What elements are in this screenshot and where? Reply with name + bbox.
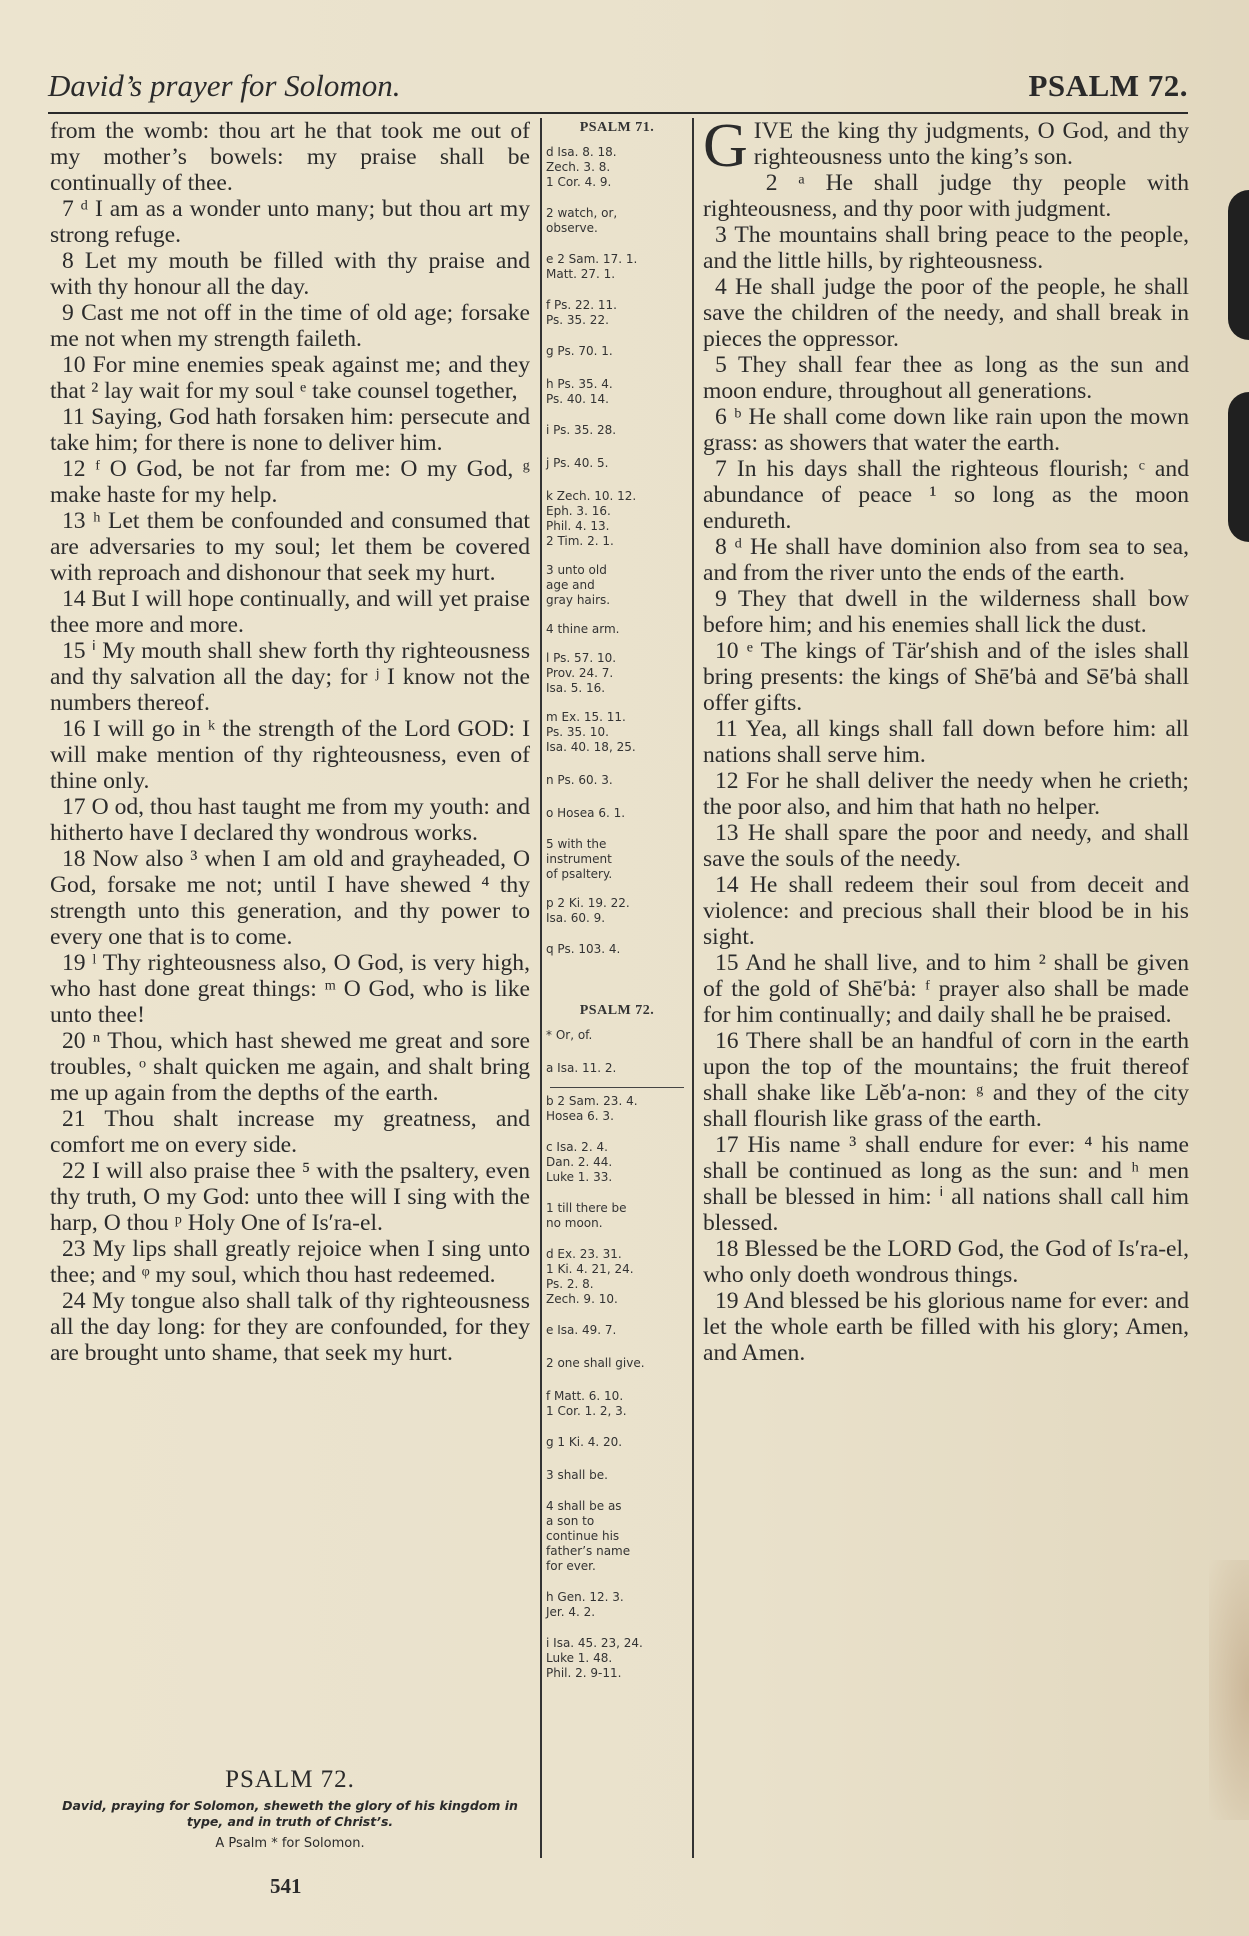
verse: 11 Saying, God hath forsaken him: persecute and take him; for there is none to deliver him.: [50, 404, 530, 456]
ref-item: m Ex. 15. 11. Ps. 35. 10. Isa. 40. 18, 25.: [546, 710, 636, 754]
ref-item: e Isa. 49. 7.: [546, 1323, 617, 1337]
ref-item: j Ps. 40. 5.: [546, 456, 609, 470]
verse: 8 Let my mouth be filled with thy praise and with thy honour all the day.: [50, 248, 530, 300]
cross-references: [546, 120, 688, 1681]
verse: 13 ʰ Let them be confounded and consumed that are adversaries to my soul; let them be covered with reproach and dishonour that seek my hurt.: [50, 508, 530, 586]
ref-item: h Ps. 35. 4. Ps. 40. 14.: [546, 377, 613, 406]
ref-item: 4 shall be as a son to continue his father’s name for ever.: [546, 1499, 631, 1573]
verse: 12 ᶠ O God, be not far from me: O my God, ᵍ make haste for my help.: [50, 456, 530, 508]
ref-item: o Hosea 6. 1.: [546, 806, 626, 820]
verse: 20 ⁿ Thou, which hast shewed me great and sore troubles, ᵒ shalt quicken me again, and shalt bring me up again from the depths of the earth.: [50, 1028, 530, 1106]
ref-item: q Ps. 103. 4.: [546, 942, 621, 956]
verse: 5 They shall fear thee as long as the sun and moon endure, throughout all generations.: [703, 352, 1189, 404]
ref-item: 3 shall be.: [546, 1468, 608, 1482]
ref-item: i Isa. 45. 23, 24. Luke 1. 48. Phil. 2. 9-11.: [546, 1636, 643, 1680]
column-divider: [692, 118, 694, 1858]
ref-item: p 2 Ki. 19. 22. Isa. 60. 9.: [546, 896, 630, 925]
ref-item: b 2 Sam. 23. 4. Hosea 6. 3.: [546, 1094, 638, 1123]
verse: 13 He shall spare the poor and needy, and shall save the souls of the needy.: [703, 820, 1189, 872]
ref-item: 3 unto old age and gray hairs.: [546, 563, 611, 607]
drop-cap: G: [703, 112, 748, 180]
ref-item: l Ps. 57. 10. Prov. 24. 7. Isa. 5. 16.: [546, 651, 617, 695]
ref-item: g Ps. 70. 1.: [546, 344, 613, 358]
verse: 6 ᵇ He shall come down like rain upon the mown grass: as showers that water the earth.: [703, 404, 1189, 456]
ref-item: a Isa. 11. 2.: [546, 1061, 617, 1075]
ref-item: n Ps. 60. 3.: [546, 773, 613, 787]
psalm72-heading: [50, 1766, 530, 1851]
verse: 24 My tongue also shall talk of thy righteousness all the day long: for they are confounded, for they are brought unto shame, that seek my hurt.: [50, 1288, 530, 1366]
ref-item: i Ps. 35. 28.: [546, 423, 617, 437]
psalm-heading-title: PSALM 72.: [225, 1766, 355, 1793]
verse: 17 His name ³ shall endure for ever: ⁴ his name shall be continued as long as the sun: and ʰ men shall be blessed in him: ⁱ all nations shall call him blessed.: [703, 1132, 1189, 1236]
thumb-index-tab: [1228, 190, 1249, 340]
header-rule: [48, 112, 1188, 114]
chapter-title: PSALM 72.: [1028, 68, 1188, 103]
verse: 19 And blessed be his glorious name for ever: and let the whole earth be filled with his glory; Amen, and Amen.: [703, 1288, 1189, 1366]
ref-heading: PSALM 72.: [579, 1003, 655, 1018]
verse: 4 He shall judge the poor of the people, he shall save the children of the needy, and shall break in pieces the oppressor.: [703, 274, 1189, 352]
verse: 14 But I will hope continually, and will yet praise thee more and more.: [50, 586, 530, 638]
verse: 21 Thou shalt increase my greatness, and comfort me on every side.: [50, 1106, 530, 1158]
ref-item: g 1 Ki. 4. 20.: [546, 1435, 623, 1449]
verse: 15 ⁱ My mouth shall shew forth thy righteousness and thy salvation all the day; for ʲ I know not the numbers thereof.: [50, 638, 530, 716]
ref-item: f Ps. 22. 11. Ps. 35. 22.: [546, 298, 617, 327]
right-text-column: [703, 112, 1189, 1366]
ref-item: c Isa. 2. 4. Dan. 2. 44. Luke 1. 33.: [546, 1140, 613, 1184]
ref-heading: PSALM 71.: [579, 120, 655, 135]
ref-item: 4 thine arm.: [546, 622, 620, 636]
verse: 17 O od, thou hast taught me from my youth: and hitherto have I declared thy wondrous works.: [50, 794, 530, 846]
ref-item: h Gen. 12. 3. Jer. 4. 2.: [546, 1590, 624, 1619]
ref-item: f Matt. 6. 10. 1 Cor. 1. 2, 3.: [546, 1389, 627, 1418]
verse: 7 In his days shall the righteous flourish; ᶜ and abundance of peace ¹ so long as the moon endureth.: [703, 456, 1189, 534]
verse: 15 And he shall live, and to him ² shall be given of the gold of Shē′bȧ: ᶠ prayer also shall be made for him continually; and daily shall he be praised.: [703, 950, 1189, 1028]
verse: 23 My lips shall greatly rejoice when I sing unto thee; and ᵠ my soul, which thou hast redeemed.: [50, 1236, 530, 1288]
verse: 10 ᵉ The kings of Tär′shish and of the isles shall bring presents: the kings of Shē′bȧ and Sē′bȧ shall offer gifts.: [703, 638, 1189, 716]
verse: 10 For mine enemies speak against me; and they that ² lay wait for my soul ᵉ take counsel together,: [50, 352, 530, 404]
verse: 8 ᵈ He shall have dominion also from sea to sea, and from the river unto the ends of the earth.: [703, 534, 1189, 586]
ref-item: 2 watch, or, observe.: [546, 206, 618, 235]
verse: from the womb: thou art he that took me out of my mother’s bowels: my praise shall be continually of thee.: [50, 118, 530, 196]
verse: 7 ᵈ I am as a wonder unto many; but thou art my strong refuge.: [50, 196, 530, 248]
ref-item: 1 till there be no moon.: [546, 1201, 627, 1230]
left-text-column: [50, 118, 530, 1366]
verse: 22 I will also praise thee ⁵ with the psaltery, even thy truth, O my God: unto thee will I sing with the harp, O thou ᵖ Holy One of Is′ra-el.: [50, 1158, 530, 1236]
verse: 9 They that dwell in the wilderness shall bow before him; and his enemies shall lick the dust.: [703, 586, 1189, 638]
verse: 14 He shall redeem their soul from deceit and violence: and precious shall their blood be in his sight.: [703, 872, 1189, 950]
verse: 18 Now also ³ when I am old and grayheaded, O God, forsake me not; until I have shewed ⁴ thy strength unto this generation, and thy power to every one that is to come.: [50, 846, 530, 950]
verse: 3 The mountains shall bring peace to the people, and the little hills, by righteousness.: [703, 222, 1189, 274]
verse: 16 There shall be an handful of corn in the earth upon the top of the mountains; the fruit thereof shall shake like Lĕb′a-non: ᵍ and they of the city shall flourish like grass of the earth.: [703, 1028, 1189, 1132]
verse: 16 I will go in ᵏ the strength of the Lord GOD: I will make mention of thy righteousness, even of thine only.: [50, 716, 530, 794]
ref-divider: [550, 1087, 684, 1088]
page-number: 541: [270, 1874, 302, 1898]
ref-item: 5 with the instrument of psaltery.: [546, 837, 613, 881]
ref-item: 2 one shall give.: [546, 1356, 645, 1370]
verse-text: IVE the king thy judgments, O God, and thy righteousness unto the king’s son.: [753, 118, 1189, 170]
ref-item: * Or, of.: [546, 1028, 593, 1042]
thumb-index-tab: [1228, 392, 1249, 542]
psalm-heading-subtitle: A Psalm * for Solomon.: [215, 1836, 365, 1851]
verse: 9 Cast me not off in the time of old age; forsake me not when my strength faileth.: [50, 300, 530, 352]
verse: 12 For he shall deliver the needy when he crieth; the poor also, and him that hath no helper.: [703, 768, 1189, 820]
ref-item: d Ex. 23. 31. 1 Ki. 4. 21, 24. Ps. 2. 8. Zech. 9. 10.: [546, 1247, 634, 1306]
ref-item: e 2 Sam. 17. 1. Matt. 27. 1.: [546, 252, 638, 281]
verse: 19 ˡ Thy righteousness also, O God, is very high, who hast done great things: ᵐ O God, who is like unto thee!: [50, 950, 530, 1028]
verse: 11 Yea, all kings shall fall down before him: all nations shall serve him.: [703, 716, 1189, 768]
running-title: David’s prayer for Solomon.: [48, 68, 401, 103]
psalm-heading-description: David, praying for Solomon, sheweth the glory of his kingdom in type, and in truth of Christ’s.: [62, 1798, 518, 1829]
page-stain: [1209, 1560, 1249, 1820]
verse: 18 Blessed be the LORD God, the God of Is′ra-el, who only doeth wondrous things.: [703, 1236, 1189, 1288]
page-header: [48, 62, 1188, 112]
verse: [703, 112, 1189, 180]
ref-item: k Zech. 10. 12. Eph. 3. 16. Phil. 4. 13. 2 Tim. 2. 1.: [546, 489, 637, 548]
column-divider: [540, 118, 542, 1858]
verse: 2 ᵃ He shall judge thy people with righteousness, and thy poor with judgment.: [703, 170, 1189, 222]
ref-item: d Isa. 8. 18. Zech. 3. 8. 1 Cor. 4. 9.: [546, 145, 617, 189]
